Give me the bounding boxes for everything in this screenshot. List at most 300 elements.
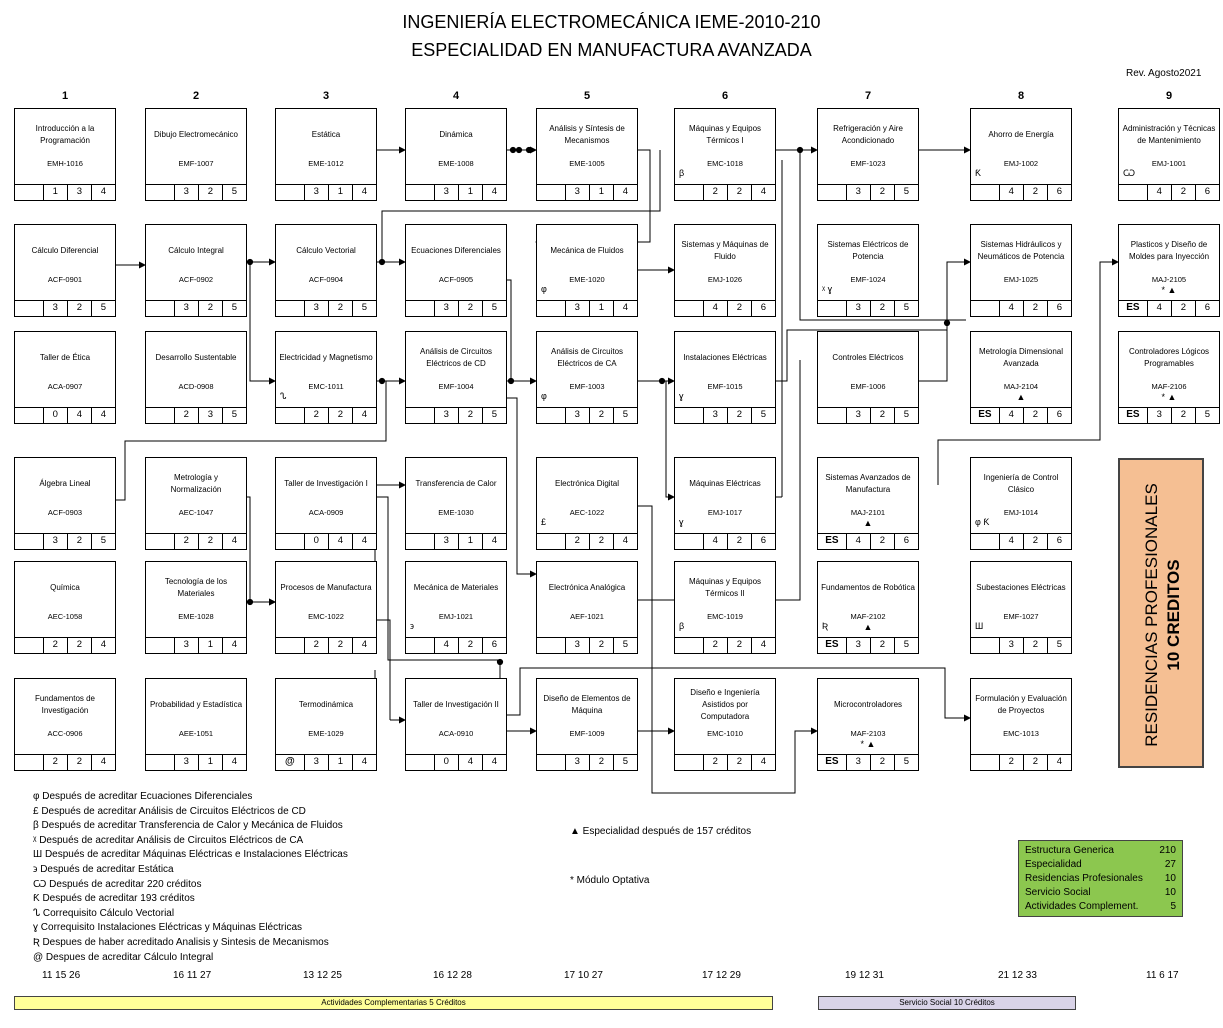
tag-cell (1119, 185, 1147, 200)
course-name: Fundamentos de Robótica (821, 583, 915, 592)
tag-cell (276, 185, 304, 200)
course-emc-1013[interactable] (970, 678, 1072, 771)
course-name: Fundamentos de Investigación (34, 694, 96, 715)
practice-hours: 2 (870, 301, 894, 316)
course-emj-1026[interactable] (674, 224, 776, 317)
course-name: Sistemas Avanzados de Manufactura (825, 473, 911, 494)
course-name: Electrónica Digital (554, 479, 620, 488)
tag-cell (971, 755, 999, 770)
semester-sum-4: 16 12 28 (433, 970, 472, 981)
totals-row (1025, 844, 1176, 858)
practice-hours: 2 (870, 408, 894, 423)
theory-hours: 3 (565, 185, 589, 200)
credit-row (276, 533, 376, 549)
prerequisite-symbol: β (679, 168, 685, 178)
course-name: Mecánica de Fluidos (550, 246, 624, 255)
tag-cell (971, 185, 999, 200)
prerequisite-symbol: ᔐ (280, 391, 287, 401)
course-aec-1058[interactable] (14, 561, 116, 654)
tag-cell (675, 638, 703, 653)
credits-cell: 5 (894, 185, 918, 200)
credit-row (146, 754, 246, 770)
connector-line (666, 381, 674, 497)
course-aca-0907[interactable] (14, 331, 116, 424)
credits-cell: 5 (613, 638, 637, 653)
theory-hours: 2 (304, 638, 328, 653)
course-emc-1019[interactable] (674, 561, 776, 654)
specialty-note: ▲ Especialidad después de 157 créditos (570, 826, 752, 837)
course-acf-0901[interactable] (14, 224, 116, 317)
course-emj-1021[interactable] (405, 561, 507, 654)
course-code: EMC-1013 (1003, 729, 1039, 738)
credits-cell: 4 (482, 755, 506, 770)
credits-cell: 5 (751, 408, 775, 423)
theory-hours: 3 (43, 301, 67, 316)
course-name: Tecnología de los Materiales (164, 577, 228, 598)
semester-sum-5: 17 10 27 (564, 970, 603, 981)
course-emf-1003[interactable] (536, 331, 638, 424)
credit-row (1119, 184, 1219, 200)
tag-cell (675, 755, 703, 770)
prerequisite-symbol: φ (541, 391, 547, 401)
credit-row (1119, 300, 1219, 316)
course-name: Máquinas y Equipos Térmicos II (688, 577, 762, 598)
course-maf-2106[interactable] (1118, 331, 1220, 424)
credit-row (276, 407, 376, 423)
theory-hours: 0 (434, 755, 458, 770)
credit-row (675, 300, 775, 316)
credit-row (675, 637, 775, 653)
credits-cell: 6 (482, 638, 506, 653)
totals-label: Actividades Complement. (1025, 901, 1139, 912)
credit-row (406, 533, 506, 549)
credits-cell: 4 (751, 638, 775, 653)
credit-row (675, 533, 775, 549)
course-maf-2103[interactable] (817, 678, 919, 771)
practice-hours: 2 (727, 301, 751, 316)
course-code: EME-1005 (569, 159, 605, 168)
tag-cell (276, 638, 304, 653)
course-name: Química (50, 583, 80, 592)
practice-hours: 2 (328, 638, 352, 653)
course-code: MAJ-2104 (1003, 382, 1039, 391)
practice-hours: 2 (1023, 534, 1047, 549)
tag-cell (675, 408, 703, 423)
connector-line (919, 323, 947, 381)
tag-cell (537, 408, 565, 423)
practice-hours: 4 (328, 534, 352, 549)
tag-cell (146, 638, 174, 653)
course-maf-2102[interactable] (817, 561, 919, 654)
practice-hours: 2 (198, 185, 222, 200)
credits-cell: 4 (751, 755, 775, 770)
credit-row (971, 637, 1071, 653)
course-code: EMF-1023 (850, 159, 886, 168)
credits-cell: 5 (222, 185, 246, 200)
specialty-marker: ▲ (863, 518, 873, 528)
semester-header-1: 1 (61, 90, 69, 102)
course-emf-1027[interactable] (970, 561, 1072, 654)
practice-hours: 1 (198, 755, 222, 770)
semester-sum-7: 19 12 31 (845, 970, 884, 981)
course-eme-1012[interactable] (275, 108, 377, 201)
course-acc-0906[interactable] (14, 678, 116, 771)
course-code: AEC-1047 (178, 508, 214, 517)
course-aee-1051[interactable] (145, 678, 247, 771)
specialty-marker: * ▲ (1161, 285, 1177, 295)
course-emf-1024[interactable] (817, 224, 919, 317)
residencias-box (1118, 458, 1204, 768)
theory-hours: 4 (703, 534, 727, 549)
theory-hours: 2 (999, 755, 1023, 770)
legend-item: @ Despues de acreditar Cálculo Integral (33, 951, 214, 963)
legend-item: Ѡ Después de acreditar 220 créditos (33, 878, 202, 890)
tag-cell (675, 301, 703, 316)
course-maj-2105[interactable] (1118, 224, 1220, 317)
course-emh-1016[interactable] (14, 108, 116, 201)
totals-row (1025, 872, 1176, 886)
practice-hours: 2 (67, 301, 91, 316)
legend-item: ϶ Después de acreditar Estática (33, 863, 174, 875)
credit-row (406, 300, 506, 316)
course-code: ACA-0910 (438, 729, 474, 738)
course-code: EMJ-1002 (1003, 159, 1039, 168)
tag-cell (146, 408, 174, 423)
tag-cell: ES (825, 756, 839, 767)
course-code: MAF-2102 (850, 612, 886, 621)
course-acd-0908[interactable] (145, 331, 247, 424)
credit-row (276, 184, 376, 200)
credit-row (818, 407, 918, 423)
theory-hours: 3 (434, 301, 458, 316)
theory-hours: 2 (703, 755, 727, 770)
course-eme-1030[interactable] (405, 457, 507, 550)
course-emf-1023[interactable] (817, 108, 919, 201)
course-eme-1020[interactable] (536, 224, 638, 317)
tag-cell (971, 534, 999, 549)
course-code: EMC-1011 (308, 382, 344, 391)
semester-header-4: 4 (452, 90, 460, 102)
practice-hours: 2 (1023, 185, 1047, 200)
credit-row (276, 754, 376, 770)
semester-header-3: 3 (322, 90, 330, 102)
theory-hours: 3 (174, 301, 198, 316)
credits-cell: 5 (613, 408, 637, 423)
tag-cell (537, 755, 565, 770)
course-aca-0910[interactable] (405, 678, 507, 771)
credit-row (146, 300, 246, 316)
course-maj-2104[interactable] (970, 331, 1072, 424)
theory-hours: 4 (999, 301, 1023, 316)
credit-totals-box (1018, 840, 1183, 917)
course-emf-1004[interactable] (405, 331, 507, 424)
practice-hours: 2 (328, 301, 352, 316)
credit-row (818, 300, 918, 316)
tag-cell (15, 301, 43, 316)
theory-hours: 3 (565, 638, 589, 653)
legend-item: φ Después de acreditar Ecuaciones Diferenciales (33, 791, 253, 802)
practice-hours: 1 (458, 534, 482, 549)
prerequisite-symbol: ɣ (679, 391, 684, 401)
course-code: ACC-0906 (47, 729, 83, 738)
credits-cell: 4 (91, 185, 115, 200)
course-emf-1009[interactable] (536, 678, 638, 771)
tag-cell (146, 301, 174, 316)
course-name: Ingeniería de Control Clásico (983, 473, 1059, 494)
totals-value: 10 (1164, 873, 1176, 884)
credit-row (406, 637, 506, 653)
prerequisite-symbol: β (679, 621, 685, 631)
semester-sum-9: 11 6 17 (1146, 970, 1179, 981)
credits-cell: 4 (352, 755, 376, 770)
theory-hours: 3 (43, 534, 67, 549)
course-emc-1011[interactable] (275, 331, 377, 424)
prerequisite-symbol: ɣ (679, 517, 684, 527)
course-code: EMH-1016 (47, 159, 83, 168)
credit-row (971, 754, 1071, 770)
theory-hours: 4 (1147, 301, 1171, 316)
legend-item: Ʀ Despues de haber acreditado Analisis y Sintesis de Mecanismos (33, 936, 329, 948)
course-aef-1021[interactable] (536, 561, 638, 654)
totals-value: 5 (1170, 901, 1176, 912)
semester-header-8: 8 (1017, 90, 1025, 102)
credits-cell: 5 (352, 301, 376, 316)
credits-cell: 6 (1195, 185, 1219, 200)
legend-item: £ Después de acreditar Análisis de Circuitos Eléctricos de CD (33, 805, 306, 817)
prerequisite-symbol: ϶ (410, 621, 414, 631)
course-emj-1025[interactable] (970, 224, 1072, 317)
theory-hours: 3 (703, 408, 727, 423)
practice-hours: 2 (727, 638, 751, 653)
semester-sum-8: 21 12 33 (998, 970, 1037, 981)
semester-header-2: 2 (192, 90, 200, 102)
course-name: Álgebra Lineal (39, 479, 91, 488)
course-emj-1014[interactable] (970, 457, 1072, 550)
course-code: ACF-0901 (47, 275, 83, 284)
connector-line (507, 398, 536, 574)
course-name: Diseño de Elementos de Máquina (543, 694, 631, 715)
tag-cell (675, 185, 703, 200)
legend-item: β Después de acreditar Transferencia de Calor y Mecánica de Fluidos (33, 820, 343, 832)
course-code: EME-1030 (438, 508, 474, 517)
course-maj-2101[interactable] (817, 457, 919, 550)
semester-sum-1: 11 15 26 (42, 970, 81, 981)
course-eme-1029[interactable] (275, 678, 377, 771)
credit-row (1119, 407, 1219, 423)
course-name: Transferencia de Calor (415, 479, 497, 488)
practice-hours: 2 (67, 755, 91, 770)
credit-row (818, 754, 918, 770)
course-name: Cálculo Diferencial (31, 246, 99, 255)
practice-hours: 2 (870, 638, 894, 653)
course-name: Microcontroladores (833, 700, 903, 709)
connector-line (250, 262, 275, 381)
credits-cell: 6 (1047, 185, 1071, 200)
practice-hours: 4 (67, 408, 91, 423)
credit-row (537, 184, 637, 200)
credits-cell: 4 (222, 534, 246, 549)
credit-row (15, 184, 115, 200)
credit-row (406, 754, 506, 770)
course-name: Subestaciones Eléctricas (976, 583, 1066, 592)
practice-hours: 3 (67, 185, 91, 200)
theory-hours: 3 (434, 408, 458, 423)
credit-row (146, 184, 246, 200)
course-name: Administración y Técnicas de Mantenimiento (1122, 124, 1216, 145)
course-emf-1007[interactable] (145, 108, 247, 201)
tag-cell: ES (1126, 302, 1140, 313)
practice-hours: 2 (727, 534, 751, 549)
theory-hours: 1 (43, 185, 67, 200)
course-eme-1005[interactable] (536, 108, 638, 201)
semester-sum-3: 13 12 25 (303, 970, 342, 981)
theory-hours: 2 (565, 534, 589, 549)
course-emc-1022[interactable] (275, 561, 377, 654)
course-code: AEC-1058 (47, 612, 83, 621)
course-name: Estática (311, 130, 341, 139)
practice-hours: 2 (870, 755, 894, 770)
credits-cell: 4 (91, 408, 115, 423)
practice-hours: 1 (589, 301, 613, 316)
course-aca-0909[interactable] (275, 457, 377, 550)
course-eme-1028[interactable] (145, 561, 247, 654)
prerequisite-symbol: Ƙ (975, 168, 982, 178)
course-name: Sistemas y Máquinas de Fluido (681, 240, 769, 261)
credits-cell: 5 (894, 638, 918, 653)
connector-line (375, 485, 405, 620)
course-acf-0902[interactable] (145, 224, 247, 317)
course-emc-1018[interactable] (674, 108, 776, 201)
title-line-2: ESPECIALIDAD EN MANUFACTURA AVANZADA (411, 40, 812, 60)
optional-note: * Módulo Optativa (570, 875, 650, 886)
course-code: EMF-1015 (707, 382, 743, 391)
semester-sum-2: 16 11 27 (173, 970, 212, 981)
credits-cell: 5 (222, 301, 246, 316)
theory-hours: 4 (846, 534, 870, 549)
theory-hours: 4 (1147, 185, 1171, 200)
tag-cell (537, 185, 565, 200)
theory-hours: 3 (846, 185, 870, 200)
legend-item: ᔐ Correquisito Cálculo Vectorial (33, 907, 175, 919)
legend-item: Ш Después de acreditar Máquinas Eléctricas e Instalaciones Eléctricas (33, 849, 348, 861)
theory-hours: 2 (43, 638, 67, 653)
course-emj-1017[interactable] (674, 457, 776, 550)
course-aec-1022[interactable] (536, 457, 638, 550)
course-name: Ecuaciones Diferenciales (411, 246, 501, 255)
junction-dot (797, 147, 802, 152)
junction-dot (379, 259, 384, 264)
credits-cell: 4 (222, 755, 246, 770)
credits-cell: 4 (352, 408, 376, 423)
totals-value: 210 (1159, 845, 1176, 856)
tag-cell: ES (1126, 409, 1140, 420)
course-emf-1006[interactable] (817, 331, 919, 424)
course-name: Electricidad y Magnetismo (279, 353, 373, 362)
course-name: Introducción a la Programación (35, 124, 95, 145)
practice-hours: 1 (589, 185, 613, 200)
theory-hours: 3 (846, 408, 870, 423)
course-name: Termodinámica (298, 700, 354, 709)
credits-cell: 6 (1047, 534, 1071, 549)
credit-row (537, 637, 637, 653)
practice-hours: 2 (67, 534, 91, 549)
course-code: EMC-1018 (707, 159, 743, 168)
theory-hours: 4 (999, 185, 1023, 200)
course-name: Electrónica Analógica (548, 583, 626, 592)
course-emj-1001[interactable] (1118, 108, 1220, 201)
tag-cell (276, 408, 304, 423)
specialty-marker: * ▲ (860, 739, 876, 749)
totals-row (1025, 886, 1176, 900)
credit-row (146, 637, 246, 653)
prerequisite-symbol: Ш (975, 621, 984, 631)
credits-cell: 4 (751, 185, 775, 200)
credits-cell: 5 (894, 301, 918, 316)
totals-value: 10 (1164, 887, 1176, 898)
course-code: ACF-0902 (178, 275, 214, 284)
totals-value: 27 (1164, 859, 1176, 870)
course-code: MAJ-2105 (1151, 275, 1187, 284)
credits-cell: 6 (751, 534, 775, 549)
course-name: Análisis de Circuitos Eléctricos de CD (419, 347, 493, 368)
course-code: ACF-0903 (47, 508, 83, 517)
course-acf-0903[interactable] (14, 457, 116, 550)
course-emf-1015[interactable] (674, 331, 776, 424)
theory-hours: 2 (703, 638, 727, 653)
course-emc-1010[interactable] (674, 678, 776, 771)
theory-hours: 3 (304, 185, 328, 200)
junction-dot (659, 378, 664, 383)
course-acf-0905[interactable] (405, 224, 507, 317)
course-name: Sistemas Hidráulicos y Neumáticos de Potencia (977, 240, 1065, 261)
totals-label: Especialidad (1025, 859, 1082, 870)
tag-cell (276, 534, 304, 549)
course-name: Taller de Ética (39, 353, 91, 362)
course-code: EMF-1007 (178, 159, 214, 168)
credit-row (15, 300, 115, 316)
course-code: EME-1008 (438, 159, 474, 168)
course-name: Metrología Dimensional Avanzada (978, 347, 1064, 368)
totals-row (1025, 900, 1176, 914)
prerequisite-symbol: Ѡ (1123, 168, 1136, 178)
course-name: Controles Eléctricos (832, 353, 904, 362)
course-code: EMJ-1014 (1003, 508, 1039, 517)
tag-cell (537, 638, 565, 653)
specialty-marker: ▲ (1016, 392, 1026, 402)
tag-cell (406, 185, 434, 200)
practice-hours: 2 (1171, 301, 1195, 316)
credit-row (146, 407, 246, 423)
prerequisite-symbol: Ʀ (822, 621, 829, 631)
course-aec-1047[interactable] (145, 457, 247, 550)
theory-hours: 3 (565, 301, 589, 316)
credits-cell: 4 (91, 638, 115, 653)
course-acf-0904[interactable] (275, 224, 377, 317)
course-name: Cálculo Vectorial (296, 246, 356, 255)
tag-cell: ES (825, 639, 839, 650)
junction-dot (510, 147, 515, 152)
credits-cell: 5 (894, 408, 918, 423)
theory-hours: 0 (304, 534, 328, 549)
course-code: EMF-1006 (850, 382, 886, 391)
revision-label: Rev. Agosto2021 (1126, 68, 1202, 79)
practice-hours: 2 (1171, 185, 1195, 200)
prerequisite-symbol: φ (541, 284, 547, 294)
practice-hours: 2 (727, 408, 751, 423)
course-eme-1008[interactable] (405, 108, 507, 201)
course-emj-1002[interactable] (970, 108, 1072, 201)
credits-cell: 4 (482, 185, 506, 200)
